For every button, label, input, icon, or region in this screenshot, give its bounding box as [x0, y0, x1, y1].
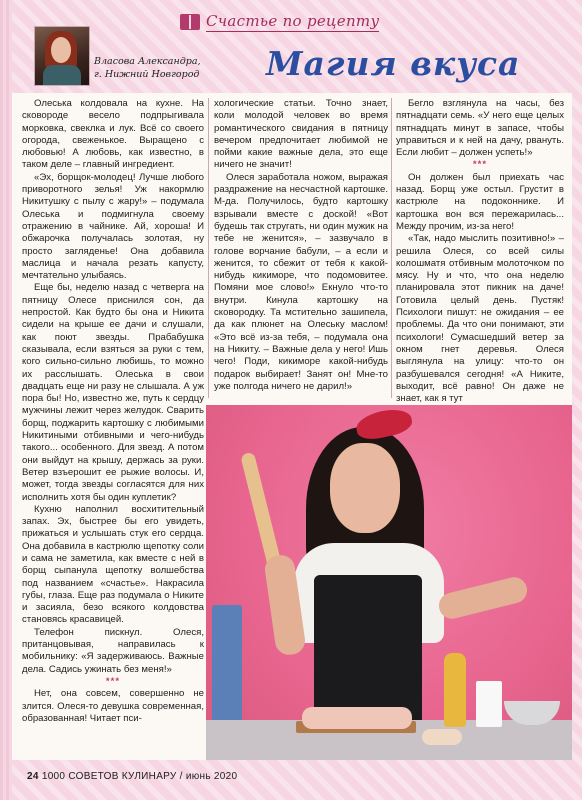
page-footer: [27, 771, 237, 782]
article-title: Магия вкуса: [266, 44, 521, 83]
article-photo: [206, 405, 572, 760]
rubric-header: [180, 10, 379, 34]
paragraph: Еще бы, неделю назад с четверга на пятницу Олесе приснился сон, да непростой. Как будто бы она и Никита сидели на крыше ее дачи и слушали, как поют звезды. Прабабушка сказывала, если взяться за руки с тем, кого сильно-сильно любишь, то можно их расслышать. Олеська в свои двадцать еще ни разу не слышала. А уж пора бы! Но, известно же, путь к сердцу мужчины лежит через желудок. Сварить борщ, поджарить картошку с любимыми Никитиными отбивными и чего-нибудь такого... особенного. Для звезд. А потом они выйдут на крышу, держась за руки. Ветер взъерошит ее рыжие волосы. И, может, тогда звезды согласятся для них исполнить хотя бы один куплетик?: [22, 282, 204, 503]
flour-bag: [212, 605, 242, 725]
author-name: Власова Александра,: [94, 56, 201, 67]
book-icon: [180, 14, 200, 30]
column-divider: [391, 98, 392, 398]
woman-arm-right: [436, 574, 530, 621]
author-body: [43, 65, 81, 85]
page-edge-decoration: [0, 0, 12, 800]
author-photo: [34, 26, 90, 86]
raw-meat: [302, 707, 412, 729]
author-face: [51, 37, 71, 63]
black-apron: [314, 575, 422, 725]
paragraph: «Так, надо мыслить позитивно!» – решила Олеся, со всей силы колошматя отбивным молоточком по мясу. Ну и что, что она неделю планировала этот пикник на даче! Готовила целый день. Пустяк! Психологи пишут: не ожидания – ее проблемы. Да что они понимают, эти психологи! Сумасшедший ветер за окном гнет деревья. Олеся выглянула на улицу: что-то он разбушевался сегодня! «А Никите, выходит, всё равно! Он даже не знает, как я тут: [396, 233, 564, 405]
red-bow: [354, 405, 414, 442]
issue-date: / июнь 2020: [179, 771, 238, 782]
paragraph: Кухню наполнил восхитительный запах. Эх, быстрее бы его увидеть, прижаться и услышать стук его сердца. Она добавила в кастрюлю щепотку соли и сама не заметила, как вместе с ней в борщ сыпанула щепотку волшебства под названием «счастье». Накрасила губы, глаза. Еще раз подумала о Никите и засияла, безо всякого колдовства становясь красавицей.: [22, 503, 204, 626]
section-separator: ***: [472, 159, 488, 171]
text-column-1: [22, 98, 204, 725]
paragraph: «Эх, борщок-молодец! Лучше любого приворотного зелья! Уж накормлю Никитушку с пылу с жару!» – подумала Олеська и подмигнула своему отражению в чайнике. Ай, хороша! И обжарочка получалась золотая, ну просто загляденье! Она добавила маслица и начала резать капусту, мечтательно улыбаясь.: [22, 171, 204, 282]
paragraph: Нет, она совсем, совершенно не злится. Олеся-то девушка современная, образованная! Читает пси-: [22, 688, 204, 724]
text-column-3: [396, 98, 564, 405]
paragraph: хологические статьи. Точно знает, коли молодой человек во время романтического свидания в пятницу вечером предпочитает любимой не пойми какие важные дела, это еще ничего не значит!: [214, 98, 388, 171]
paragraph: Олеська колдовала на кухне. На сковороде весело подпрыгивала морковка, свеклка и лук. Всё со своего огорода, свеженькое. Выращено с любовью! А любовь, как известно, в таком деле – главный ингредиент.: [22, 98, 204, 171]
author-byline: [94, 55, 234, 81]
rubric-label: Счастье по рецепту: [206, 12, 380, 30]
paragraph: Олеся заработала ножом, выражая раздражение на несчастной картошке. М-да. Получилось, будто картошку взрывали вместе с доской! «Вот будешь так стругать, ни один мужик на тебе не женится», – зазвучало в голове ворчание бабули, – а если и женится, то сбежит от тебя к какой-нибудь кикиморе, что подомовитее. Помяни мое слово!» Екнуло что-то внутри. Кинула картошку на сковородку. Та мстительно зашипела, да как плюнет на Олеську маслом! «Это всё из-за тебя, – подумала она на Никиту. – Важные дела у него! Ишь чего! Поди, кикиморе какой-нибудь подарок выбирает! Занят он! Мне-то уже полгода ничего не дарил!»: [214, 171, 388, 392]
text-column-2: [214, 98, 388, 393]
paragraph: Телефон пискнул. Олеся, пританцовывая, направилась к мобильнику: «Я задерживаюсь. Важные дела. Садись ужинать без меня!»: [22, 626, 204, 675]
magazine-name: 1000 СОВЕТОВ КУЛИНАРУ: [41, 771, 177, 782]
milk-glass: [476, 681, 502, 727]
author-city: г. Нижний Новгород: [94, 69, 200, 80]
eggs: [422, 729, 462, 745]
section-separator: ***: [105, 675, 121, 687]
paragraph: Беглo взглянула на часы, без пятнадцати семь. «У него еще целых пятнадцать минут в запасе, чтобы управиться и к ней на дачу, рвануть. Если любит – должен успеть!»: [396, 98, 564, 159]
page-number: 24: [27, 771, 39, 782]
oil-bottle: [444, 653, 466, 727]
woman-face: [330, 443, 400, 533]
column-divider: [208, 98, 209, 398]
paragraph: Он должен был приехать час назад. Борщ уже остыл. Грустит в кастрюле на подоконнике. И картошка вон вся пережарилась... Между прочим, из-за него!: [396, 171, 564, 232]
